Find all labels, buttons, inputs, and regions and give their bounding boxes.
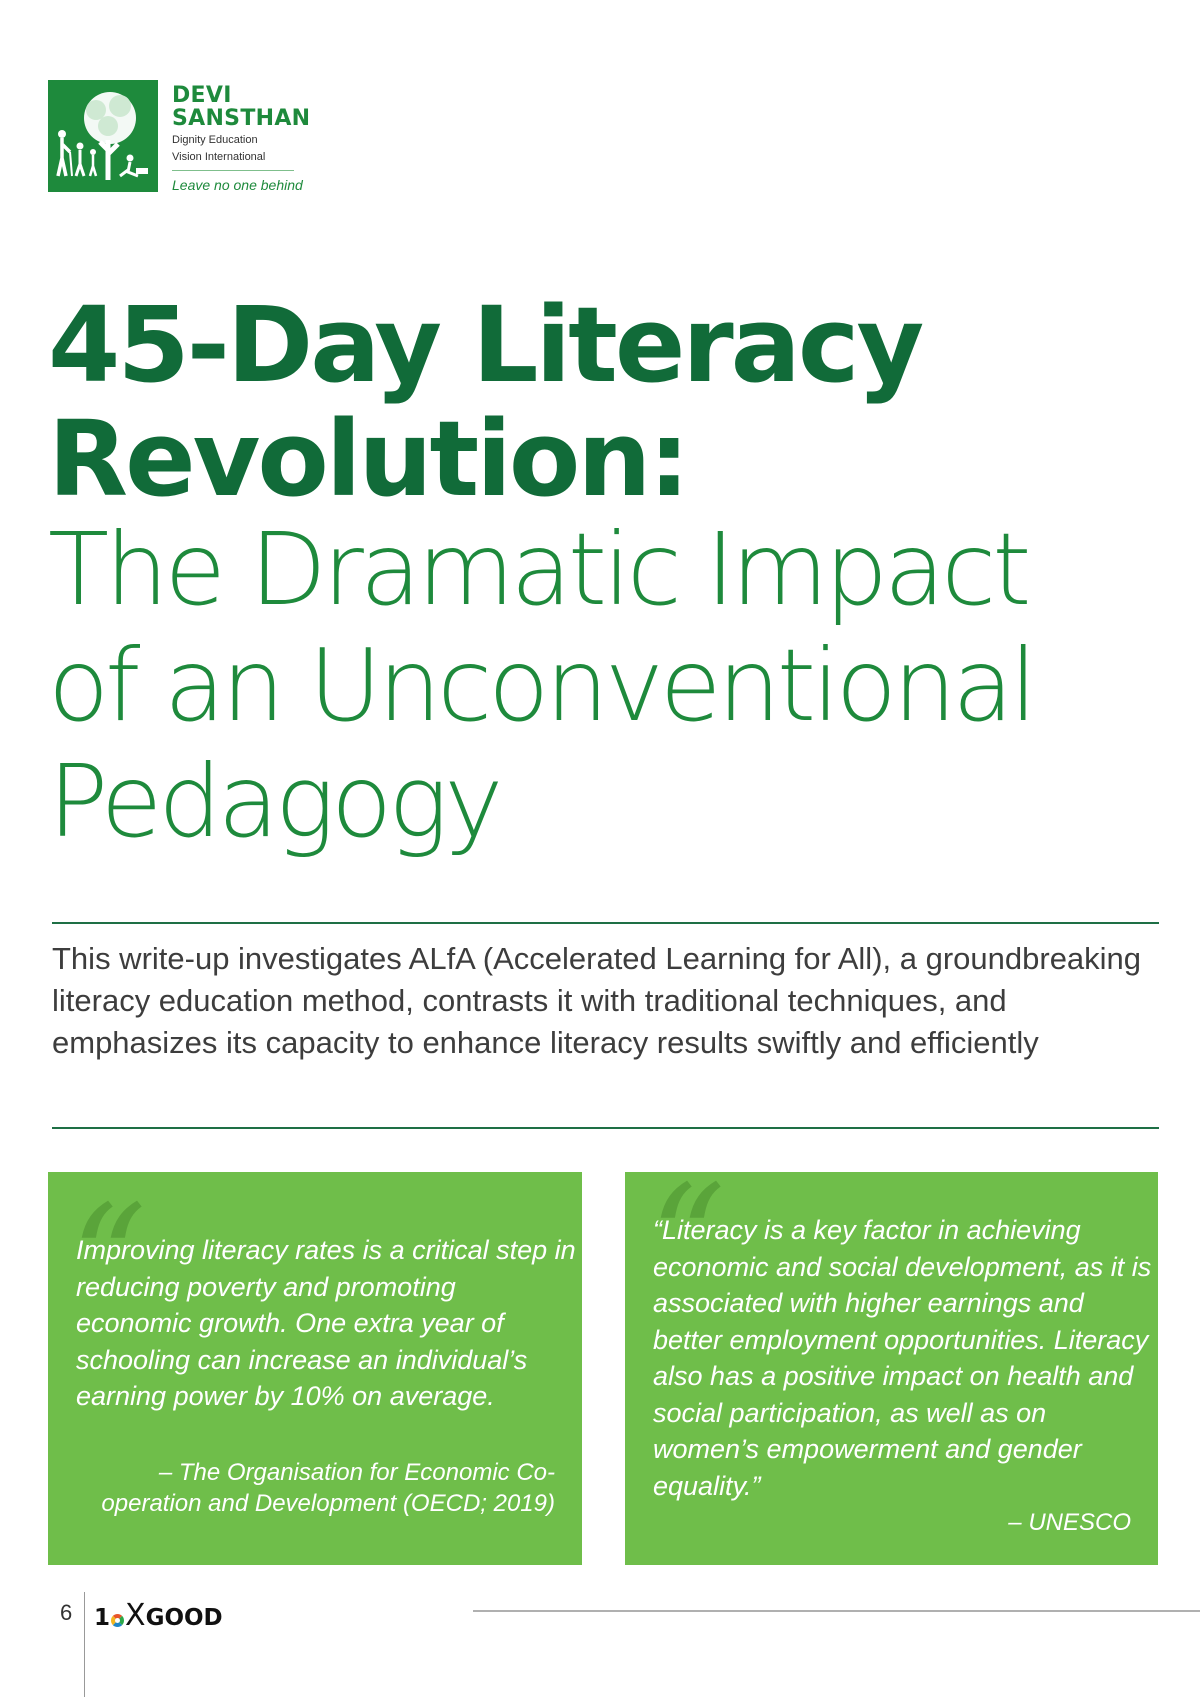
color-ring-icon — [111, 1614, 124, 1627]
page-subtitle — [48, 512, 1033, 860]
logo-sub-line2: Vision International — [172, 151, 266, 163]
quote-mark-icon: “ — [649, 1172, 726, 1328]
logo-name-line2: SANSTHAN — [172, 106, 311, 131]
logo-name-line1: DEVI — [172, 83, 232, 108]
footer-divider — [473, 1610, 1200, 1612]
quote-text: “Literacy is a key factor in achieving economic and social development, as it is associated with higher earnings and better employment opportunities. Literacy also has a positive impact on health and social participation, as well as on women’s empowerment and gender equality.” — [653, 1215, 1152, 1501]
title-bold-line1: 45-Day Literacy — [48, 284, 922, 406]
logo-sub-line1: Dignity Education — [172, 134, 258, 146]
brand-x: X — [125, 1598, 146, 1633]
devi-sansthan-logo — [48, 80, 318, 192]
brand-prefix: 1 — [94, 1605, 111, 1631]
attribution-line1: – The Organisation for Economic Co- — [158, 1459, 555, 1486]
quote-attribution: – UNESCO — [1008, 1509, 1131, 1536]
tree-family-icon — [48, 80, 158, 192]
attribution-line2: operation and Development (OECD; 2019) — [101, 1490, 555, 1517]
quote-attribution — [85, 1457, 555, 1519]
page-title-bold — [48, 284, 922, 520]
quote-box-oecd — [48, 1172, 582, 1565]
footer-vertical-divider — [84, 1592, 85, 1697]
brand-suffix: GOOD — [145, 1605, 223, 1631]
title-light-line2: of an Unconventional — [48, 627, 1034, 744]
intro-paragraph: This write-up investigates ALfA (Accelerated Learning for All), a groundbreaking literacy education method, contrasts it with traditional techniques, and emphasizes its capacity to enhance literacy results swiftly and efficiently — [52, 941, 1142, 1060]
intro-top-divider — [52, 922, 1159, 924]
page-number: 6 — [60, 1600, 73, 1625]
title-light-line1: The Dramatic Impact — [48, 511, 1028, 628]
quote-box-unesco — [625, 1172, 1158, 1565]
logo-tagline: Leave no one behind — [172, 177, 303, 193]
logo-text — [172, 84, 310, 193]
quote-text: Improving literacy rates is a critical step in reducing poverty and promoting economic growth. One extra year of schooling can increase an individual’s earning power by 10% on average. — [76, 1235, 576, 1411]
intro-bottom-divider — [52, 1127, 1159, 1129]
quote-mark-icon: “ — [70, 1174, 147, 1348]
logo-divider — [172, 170, 294, 171]
10xgood-logo — [94, 1598, 223, 1633]
title-light-line3: Pedagogy — [48, 743, 500, 860]
title-bold-line2: Revolution: — [48, 398, 687, 520]
